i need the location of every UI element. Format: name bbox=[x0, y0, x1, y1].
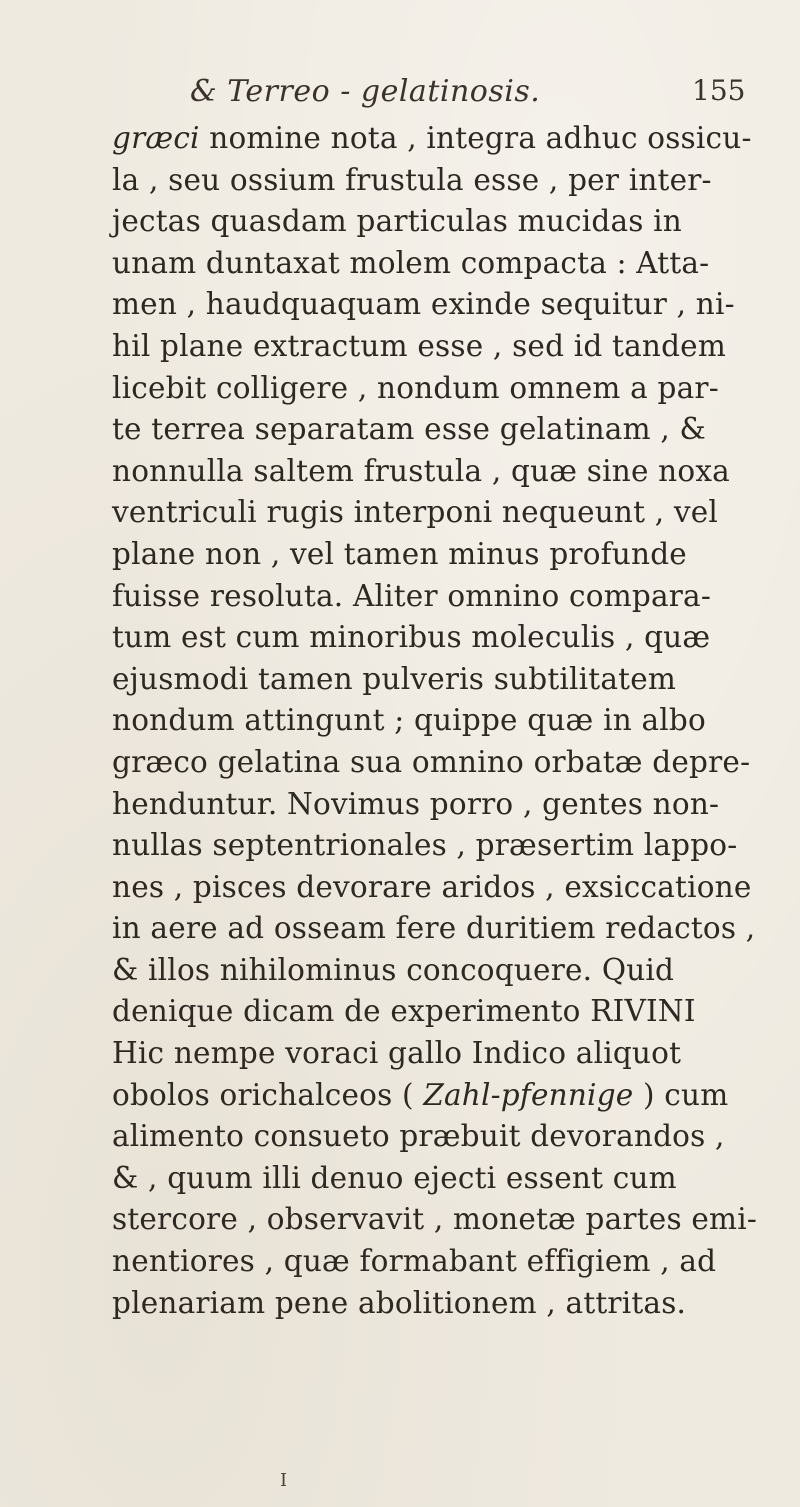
text-line: hil plane extractum esse , sed id tandem bbox=[112, 328, 726, 363]
text-line: & , quum illi denuo ejecti essent cum bbox=[112, 1160, 677, 1195]
text-line: tum est cum minoribus moleculis , quæ bbox=[112, 620, 711, 655]
text-line: fuisse resoluta. Aliter omnino compara- bbox=[112, 578, 712, 613]
text-line: te terrea separatam esse gelatinam , & bbox=[112, 412, 706, 447]
italic-word: Zahl-pfennige bbox=[423, 1077, 634, 1112]
running-title: & Terreo - gelatinosis. bbox=[190, 74, 541, 109]
text-line: nonnulla saltem frustula , quæ sine noxa bbox=[112, 453, 730, 488]
text-line: in aere ad osseam fere duritiem redactos , bbox=[112, 911, 756, 946]
text-line: la , seu ossium frustula esse , per inter- bbox=[112, 162, 712, 197]
text-line: stercore , observavit , monetæ partes emi- bbox=[112, 1202, 757, 1237]
italic-word: græci bbox=[112, 121, 200, 155]
text-line: græco gelatina sua omnino orbatæ depre- bbox=[112, 744, 751, 779]
text-line: ventriculi rugis interponi nequeunt , vel bbox=[112, 495, 719, 530]
body-text bbox=[112, 118, 757, 1324]
text-line: denique dicam de experimento RIVINI bbox=[112, 994, 696, 1029]
text-line: nes , pisces devorare aridos , exsiccatione bbox=[112, 869, 752, 904]
text-line: nentiores , quæ formabant effigiem , ad bbox=[112, 1244, 717, 1279]
text-line: unam duntaxat molem compacta : Atta- bbox=[112, 245, 710, 280]
text-line: ejusmodi tamen pulveris subtilitatem bbox=[112, 661, 677, 696]
text-line: græci nomine nota , integra adhuc ossicu- bbox=[112, 121, 752, 155]
text-line: men , haudquaquam exinde sequitur , ni- bbox=[112, 287, 735, 322]
text-line: licebit colligere , nondum omnem a par- bbox=[112, 370, 719, 405]
text-line: plenariam pene abolitionem , attritas. bbox=[112, 1285, 687, 1320]
page-number: 155 bbox=[692, 74, 746, 107]
text-line: alimento consueto præbuit devorandos , bbox=[112, 1119, 725, 1154]
text-line: jectas quasdam particulas mucidas in bbox=[112, 204, 682, 239]
text-line: Hic nempe voraci gallo Indico aliquot bbox=[112, 1036, 682, 1071]
text-line: nondum attingunt ; quippe quæ in albo bbox=[112, 703, 706, 738]
text-line: obolos orichalceos ( Zahl-pfennige ) cum bbox=[112, 1077, 729, 1112]
text-line: plane non , vel tamen minus profunde bbox=[112, 536, 687, 571]
text-line: nullas septentrionales , præsertim lappo- bbox=[112, 828, 738, 863]
page-header bbox=[0, 74, 800, 114]
text-line: henduntur. Novimus porro , gentes non- bbox=[112, 786, 720, 821]
signature-mark: I bbox=[280, 1470, 288, 1491]
text-line: & illos nihilominus concoquere. Quid bbox=[112, 952, 675, 987]
